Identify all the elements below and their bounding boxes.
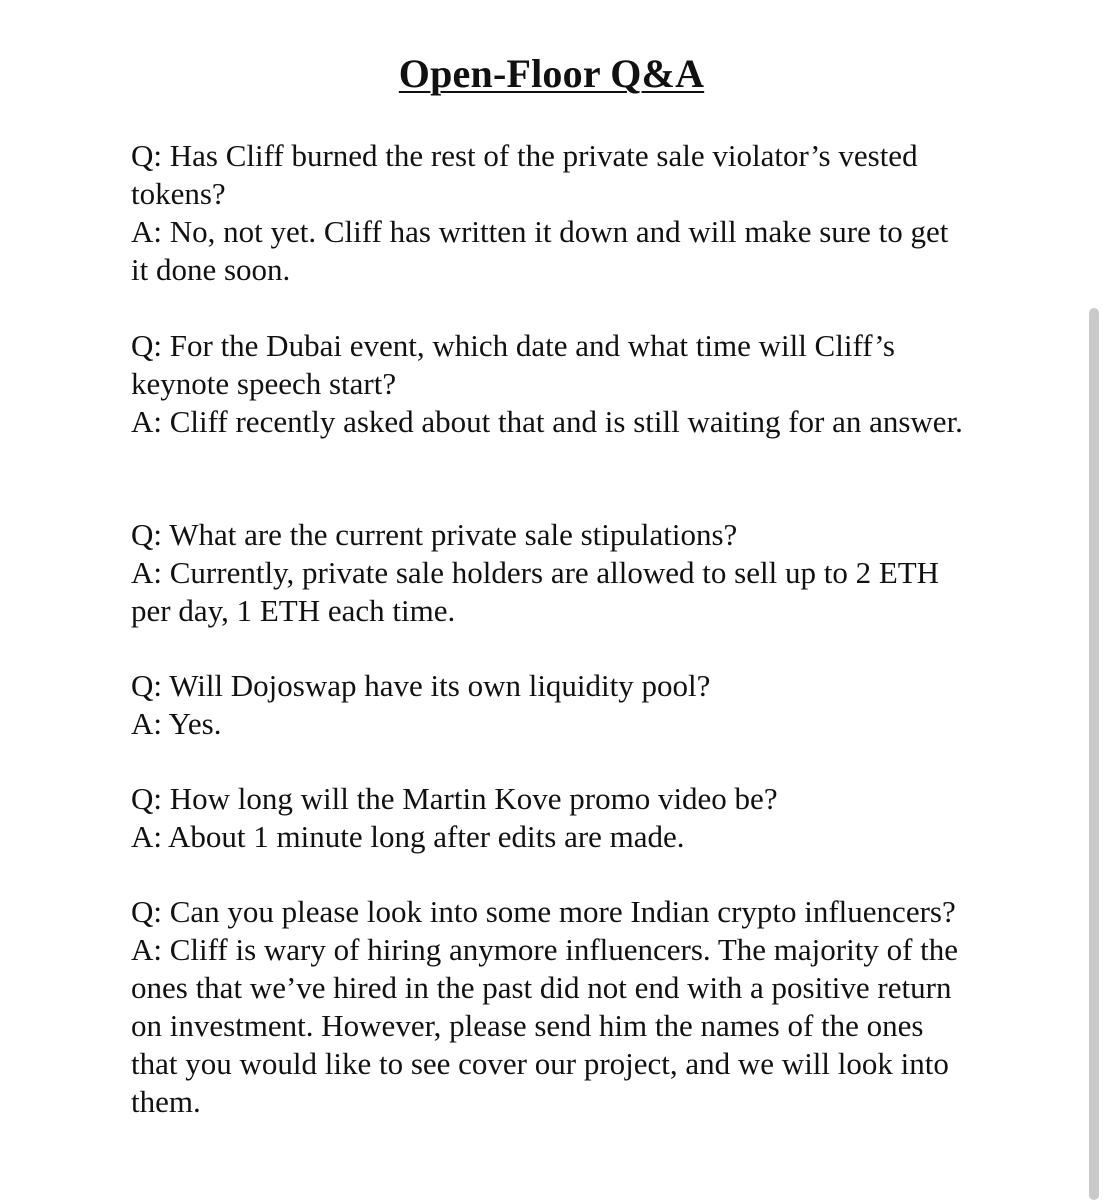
answer-2: A: Cliff recently asked about that and is still waiting for an answer. (131, 404, 963, 439)
document-title: Open-Floor Q&A (398, 51, 705, 96)
answer-6: A: Cliff is wary of hiring anymore influencers. The majority of the ones that we’ve hired in the past did not end with a positive return on investment. However, please send him the names of the ones that you would like to see cover our project, and we will look into them. (131, 932, 959, 1119)
answer-5: A: About 1 minute long after edits are made. (131, 819, 685, 854)
question-3: Q: What are the current private sale stipulations? (131, 517, 738, 552)
question-6: Q: Can you please look into some more Indian crypto influencers? (131, 894, 956, 929)
qa-item-2 (131, 327, 971, 441)
vertical-scrollbar[interactable] (1089, 308, 1099, 1200)
answer-1: A: No, not yet. Cliff has written it down and will make sure to get it done soon. (131, 214, 949, 287)
question-4: Q: Will Dojoswap have its own liquidity pool? (131, 668, 711, 703)
qa-item-6 (131, 893, 971, 1121)
qa-item-1 (131, 137, 971, 289)
qa-item-4 (131, 667, 971, 743)
qa-item-3 (131, 516, 971, 630)
qa-item-5 (131, 780, 971, 856)
question-5: Q: How long will the Martin Kove promo video be? (131, 781, 778, 816)
answer-3: A: Currently, private sale holders are allowed to sell up to 2 ETH per day, 1 ETH each time. (131, 555, 940, 628)
question-1: Q: Has Cliff burned the rest of the private sale violator’s vested tokens? (131, 138, 918, 211)
question-2: Q: For the Dubai event, which date and what time will Cliff’s keynote speech start? (131, 328, 895, 401)
answer-4: A: Yes. (131, 706, 222, 741)
